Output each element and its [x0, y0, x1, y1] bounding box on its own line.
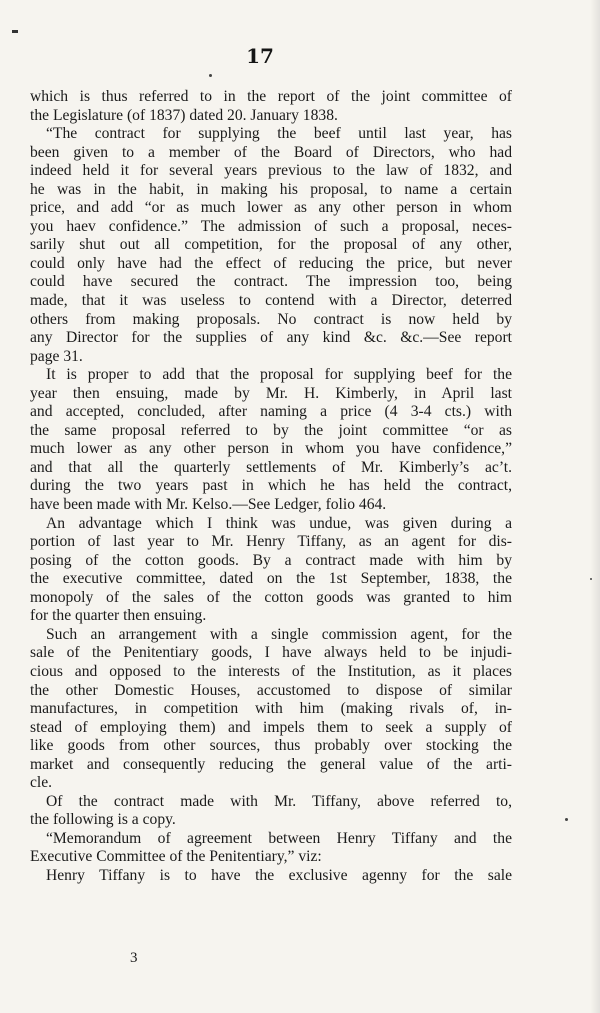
- text-line: any Director for the supplies of any kind &c. &c.—See report: [30, 329, 512, 347]
- text-line: could have secured the contract. The impression too, being: [30, 273, 512, 291]
- text-line: indeed held it for several years previous to the law of 1832, and: [30, 162, 512, 180]
- text-line: you haev confidence.” The admission of such a proposal, neces-: [30, 217, 512, 235]
- margin-mark: [12, 30, 18, 33]
- text-line: like goods from other sources, thus probably over stocking the: [30, 737, 512, 755]
- text-line: sarily shut out all competition, for the proposal of any other,: [30, 236, 512, 254]
- text-line: which is thus referred to in the report of the joint committee of: [30, 88, 512, 105]
- text-line: during the two years past in which he has held the contract,: [30, 477, 512, 495]
- signature-mark: 3: [130, 950, 138, 966]
- page-edge-shadow: [590, 0, 600, 1013]
- text-line: much lower as any other person in whom you have confidence,”: [30, 440, 512, 458]
- text-line: portion of last year to Mr. Henry Tiffany, as an agent for dis-: [30, 533, 512, 551]
- text-line: market and consequently reducing the general value of the arti-: [30, 755, 512, 773]
- text-line: sale of the Penitentiary goods, I have always held to be injudi-: [30, 644, 512, 662]
- text-line: posing of the cotton goods. By a contract made with him by: [30, 551, 512, 569]
- text-line: monopoly of the sales of the cotton goods was granted to him: [30, 588, 512, 606]
- text-line: and accepted, concluded, after naming a price (4 3-4 cts.) with: [30, 403, 512, 421]
- text-line: the same proposal referred to by the joint committee “or as: [30, 421, 512, 439]
- page-number: 17: [246, 44, 274, 68]
- text-line: year then ensuing, made by Mr. H. Kimberly, in April last: [30, 384, 512, 402]
- text-line: price, and add “or as much lower as any other person in whom: [30, 199, 512, 217]
- body-text: [30, 88, 512, 886]
- text-line: he was in the habit, in making his proposal, to name a certain: [30, 180, 512, 198]
- text-line: manufactures, in competition with him (making rivals of, in-: [30, 700, 512, 718]
- text-line: have been made with Mr. Kelso.—See Ledger, folio 464.: [30, 496, 387, 514]
- text-line: Executive Committee of the Penitentiary,” viz:: [30, 848, 322, 866]
- text-line: could only have had the effect of reducing the price, but never: [30, 254, 512, 272]
- text-line: page 31.: [30, 347, 83, 365]
- text-line: the following is a copy.: [30, 811, 176, 829]
- text-line: and that all the quarterly settlements of Mr. Kimberly’s ac’t.: [30, 458, 512, 476]
- text-line: made, that it was useless to contend with a Director, deterred: [30, 292, 512, 310]
- text-line: Of the contract made with Mr. Tiffany, above referred to,: [46, 792, 512, 810]
- text-line: “The contract for supplying the beef until last year, has: [46, 125, 512, 143]
- text-line: others from making proposals. No contract is now held by: [30, 310, 512, 328]
- text-line: the executive committee, dated on the 1st September, 1838, the: [30, 570, 512, 588]
- text-line: cious and opposed to the interests of the Institution, as it places: [30, 662, 512, 680]
- text-line: “Memorandum of agreement between Henry Tiffany and the: [46, 829, 512, 847]
- text-line: the other Domestic Houses, accustomed to dispose of similar: [30, 681, 512, 699]
- text-line: stead of employing them) and impels them to seek a supply of: [30, 718, 512, 736]
- text-line: Henry Tiffany is to have the exclusive agenny for the sale: [46, 866, 512, 884]
- text-line: An advantage which I think was undue, was given during a: [46, 514, 512, 532]
- ink-speck: [209, 74, 212, 77]
- text-line: It is proper to add that the proposal for supplying beef for the: [46, 366, 512, 384]
- ink-speck: [565, 818, 568, 821]
- text-line: been given to a member of the Board of Directors, who had: [30, 143, 512, 161]
- text-line: the Legislature (of 1837) dated 20. January 1838.: [30, 106, 338, 124]
- text-line: for the quarter then ensuing.: [30, 607, 207, 625]
- ink-speck: [590, 578, 592, 580]
- text-line: cle.: [30, 774, 53, 792]
- text-line: Such an arrangement with a single commission agent, for the: [46, 625, 512, 643]
